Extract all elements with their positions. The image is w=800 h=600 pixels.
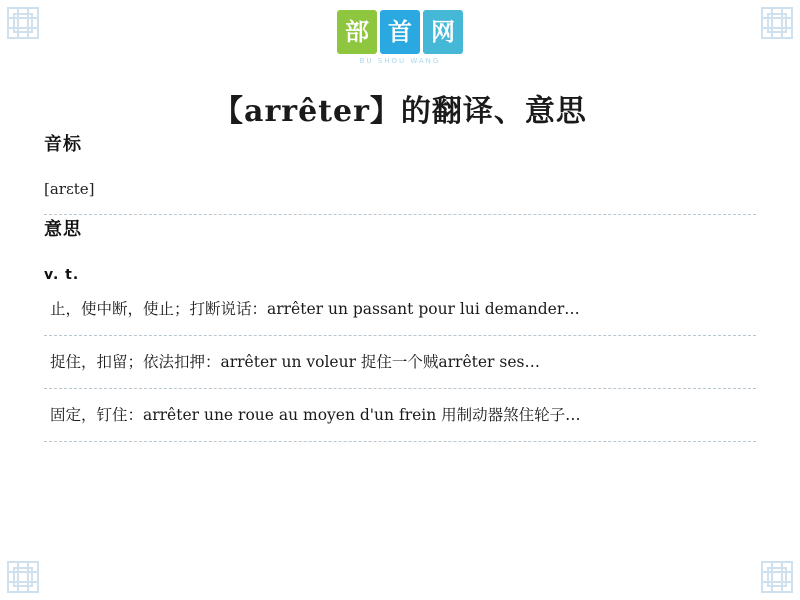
list-item (44, 283, 756, 319)
sense-list (44, 283, 756, 442)
phonetic-value: [arɛte] (44, 180, 95, 198)
logo-block-3: 网 (423, 10, 463, 54)
list-item (44, 336, 756, 372)
part-of-speech: v. t. (44, 267, 80, 283)
logo-block-2: 首 (380, 10, 420, 54)
sense-text-2: 捉住，扣留；依法扣押：arrêter un voleur 捉住一个贼arrêter ses… (50, 353, 540, 371)
sense-text-3: 固定，钉住：arrêter une roue au moyen d'un frein 用制动器煞住轮子… (50, 406, 581, 424)
divider-after-sense-3 (44, 441, 756, 442)
logo-subtitle: BU SHOU WANG (359, 57, 441, 65)
section-heading-phonetic: 音标 (44, 134, 82, 155)
page-title: 【arrêter】的翻译、意思 (213, 94, 587, 129)
section-heading-meaning: 意思 (44, 219, 82, 240)
sense-text-1: 止，使中断，使止；打断说话：arrêter un passant pour lui demander… (50, 300, 580, 318)
logo-block-1: 部 (337, 10, 377, 54)
list-item (44, 389, 756, 425)
